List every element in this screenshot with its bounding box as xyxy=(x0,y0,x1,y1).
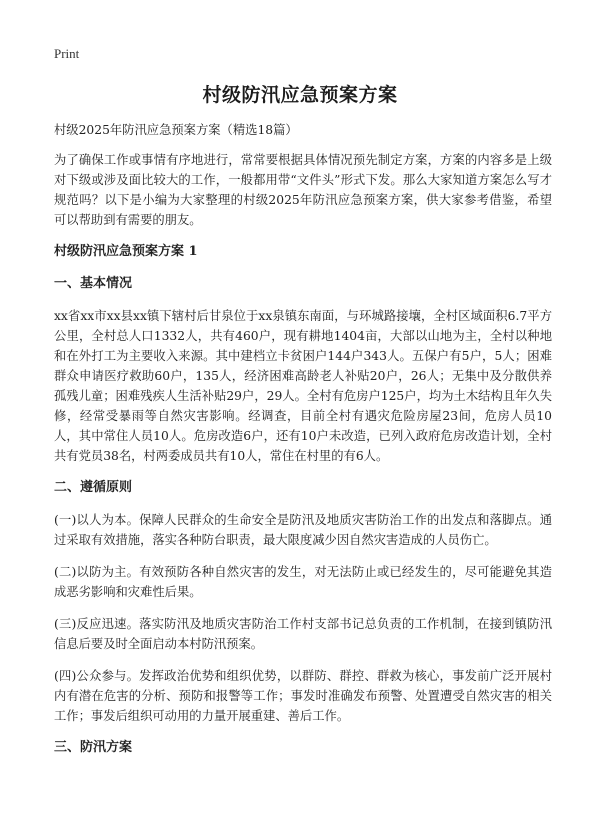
principle-paragraph: (三)反应迅速。落实防汛及地质灾害防治工作村支部书记总负责的工作机制，在接到镇防汛信息后要及时全面启动本村防汛预案。 xyxy=(54,617,552,651)
print-link[interactable]: Print xyxy=(54,46,80,61)
principle-paragraph: (一)以人为本。保障人民群众的生命安全是防汛及地质灾害防治工作的出发点和落脚点。通过采取有效措施，落实各种防台职责，最大限度减少因自然灾害造成的人员伤亡。 xyxy=(54,513,552,547)
intro-paragraph: 为了确保工作或事情有序地进行，常常要根据具体情况预先制定方案，方案的内容多是上级对下级或涉及面比较大的工作，一般都用带“文件头”形式下发。那么大家知道方案怎么写才规范吗？以下是小编为大家整理的村级2025年防汛应急预案方案，供大家参考借鉴，希望可以帮助到有需要的朋友。 xyxy=(54,153,552,227)
document-title: 村级防汛应急预案方案 xyxy=(202,84,398,106)
document-body xyxy=(54,120,552,770)
section-heading-flood-plan: 三、防汛方案 xyxy=(54,740,133,755)
principle-paragraph: (四)公众参与。发挥政治优势和组织优势，以群防、群控、群救为核心，事发前广泛开展村内有潜在危害的分析、预防和报警等工作；事发时准确发布预警、处置遭受自然灾害的相关工作；事发后组织可动用的力量开展重建、善后工作。 xyxy=(54,669,552,723)
section-heading-basic-info: 一、基本情况 xyxy=(54,276,133,291)
document-subtitle: 村级2025年防汛应急预案方案（精选18篇） xyxy=(54,123,298,137)
plan-heading: 村级防汛应急预案方案 1 xyxy=(54,244,198,259)
basic-info-paragraph: xx省xx市xx县xx镇下辖村后甘泉位于xx泉镇东南面，与环城路接壤，全村区域面积6.7平方公里，全村总人口1332人，共有460户，现有耕地1404亩，大部以山地为主，全村以种地和在外打工为主要收入来源。其中建档立卡贫困户144户343人。五保户有5户，5人；困难群众申请医疗救助60户，135人，经济困难高龄老人补贴20户，26人；无集中及分散供养孤残儿童；困难残疾人生活补贴29户，29人。全村有危房户125户，均为土木结构且年久失修，经常受暴雨等自然灾害影响。经调查，目前全村有遇灾危险房屋23间，危房人员10人，其中常住人员10人。危房改造6户，还有10户未改造，已列入政府危房改造计划，全村共有党员38名，村两委成员共有10人，常住在村里的有6人。 xyxy=(54,309,552,463)
section-heading-principles: 二、遵循原则 xyxy=(54,480,133,495)
principle-paragraph: (二)以防为主。有效预防各种自然灾害的发生，对无法防止或已经发生的，尽可能避免其造成恶劣影响和灾难性后果。 xyxy=(54,565,552,599)
